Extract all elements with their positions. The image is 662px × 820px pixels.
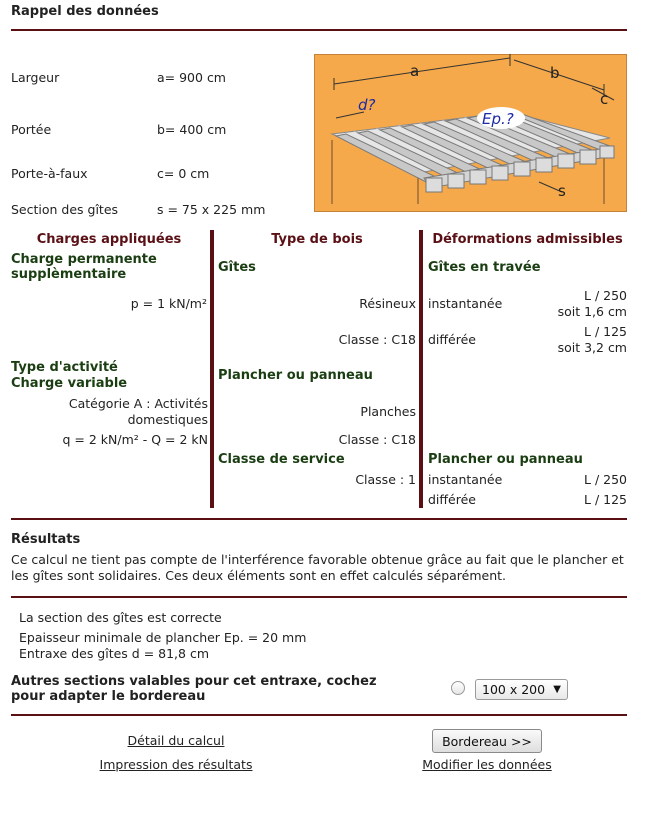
divider: [11, 518, 627, 520]
deform-inst-value: soit 1,6 cm: [557, 304, 627, 319]
results-title: Résultats: [11, 532, 81, 547]
charges-heading: Charges appliquées: [36, 232, 182, 247]
results-note: Ce calcul ne tient pas compte de l'interférence favorable obtenue grâce au fait que le plancher et les gîtes sont solidaires. Ces deux éléments sont en effet calculés séparément.: [11, 552, 624, 583]
wood-floor-type: Planches: [360, 404, 416, 419]
perm-charge-value: p = 1 kN/m²: [130, 296, 207, 311]
alt-section-select[interactable]: [475, 679, 568, 700]
largeur-label: Largeur: [11, 70, 60, 85]
deform-floor-label: Plancher ou panneau: [428, 452, 583, 467]
alt-section-select-value: 100 x 200: [482, 682, 546, 697]
porte-a-faux-value: c= 0 cm: [157, 166, 210, 181]
service-class-label: Classe de service: [218, 452, 345, 467]
variable-charge-value: q = 2 kN/m² - Q = 2 kN: [62, 432, 208, 447]
divider: [11, 29, 627, 31]
column-divider: [210, 230, 214, 508]
deform-diff-label: différée: [428, 332, 476, 347]
page-title: Rappel des données: [11, 4, 159, 19]
wood-gites-type: Résineux: [359, 296, 416, 311]
deformations-heading: Déformations admissibles: [432, 232, 623, 247]
porte-a-faux-label: Porte-à-faux: [11, 166, 88, 181]
dim-c-label: c: [600, 90, 609, 108]
portee-value: b= 400 cm: [157, 122, 227, 137]
variable-charge-label: Charge variable: [11, 376, 128, 391]
deform-floor-diff-ratio: L / 125: [584, 492, 627, 507]
deform-floor-inst-label: instantanée: [428, 472, 503, 487]
deform-inst-ratio: L / 250: [584, 288, 627, 303]
deform-diff-value: soit 3,2 cm: [557, 340, 627, 355]
wood-gites-class: Classe : C18: [338, 332, 416, 347]
largeur-value: a= 900 cm: [157, 70, 226, 85]
wood-floor-label: Plancher ou panneau: [218, 368, 373, 383]
calc-detail-link[interactable]: Détail du calcul: [127, 733, 225, 748]
result-section-ok: La section des gîtes est correcte: [19, 610, 222, 625]
print-results-link[interactable]: Impression des résultats: [99, 757, 253, 772]
wood-heading: Type de bois: [271, 232, 363, 247]
deform-inst-label: instantanée: [428, 296, 503, 311]
section-value: s = 75 x 225 mm: [157, 202, 266, 217]
wood-gites-label: Gîtes: [218, 260, 256, 275]
chevron-down-icon: ▼: [553, 684, 561, 695]
deform-floor-diff-label: différée: [428, 492, 476, 507]
alt-sections-label: Autres sections valables pour cet entraxe, cochez pour adapter le bordereau: [11, 674, 377, 704]
dim-d-label: d?: [358, 96, 376, 114]
perm-charge-label: Charge permanente supplèmentaire: [11, 252, 157, 282]
service-class-value: Classe : 1: [355, 472, 416, 487]
dim-s-label: s: [558, 182, 566, 200]
category-value: Catégorie A : Activités domestiques: [68, 396, 208, 427]
bordereau-button[interactable]: Bordereau >>: [432, 729, 542, 753]
floor-diagram: [314, 54, 627, 212]
column-divider: [419, 230, 423, 508]
dim-a-label: a: [410, 62, 420, 80]
activity-label: Type d'activité: [11, 360, 118, 375]
deform-floor-inst-ratio: L / 250: [584, 472, 627, 487]
dim-ep-label: Ep.?: [482, 110, 514, 128]
modify-data-link[interactable]: Modifier les données: [422, 757, 552, 772]
section-label: Section des gîtes: [11, 202, 119, 217]
deform-diff-ratio: L / 125: [584, 324, 627, 339]
portee-label: Portée: [11, 122, 52, 137]
deform-gites-label: Gîtes en travée: [428, 260, 541, 275]
result-entraxe: Entraxe des gîtes d = 81,8 cm: [19, 646, 210, 661]
alt-section-radio[interactable]: [451, 681, 465, 695]
divider: [11, 596, 627, 598]
dim-b-label: b: [550, 64, 560, 82]
wood-floor-class: Classe : C18: [338, 432, 416, 447]
result-min-thickness: Epaisseur minimale de plancher Ep. = 20 mm: [19, 630, 307, 645]
divider: [11, 714, 627, 716]
